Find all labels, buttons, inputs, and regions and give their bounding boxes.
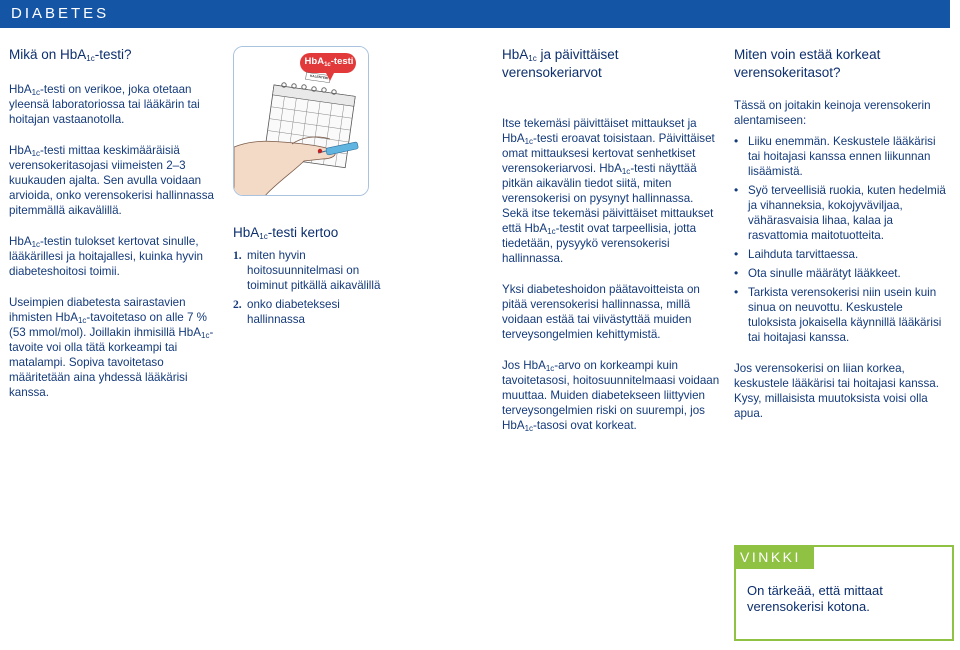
section-heading: Miten voin estää korkeat verensokeritasot?	[734, 47, 881, 80]
paragraph: HbA$_{1c}$-testi mittaa keskimääräisiä verensokeritasojasi viimeisten 2–3 kuukauden ajalta. Sen avulla voidaan arvioida, onko verensokerisi hallinnassa pitemmällä aikavälillä.	[9, 144, 214, 217]
list-item: • Liiku enemmän. Keskustele lääkärisi tai hoitajasi kanssa ennen liikunnan lisäämistä.	[734, 134, 936, 178]
paragraph: Useimpien diabetesta sairastavien ihmisten HbA$_{1c}$-tavoitetaso on alle 7 % (53 mmol/mol). Joillakin ihmisillä HbA$_{1c}$-tavoite voi olla tätä korkeampi tai matalampi. Sopiva tavoitetaso määritetään aina yhdessä lääkärisi kanssa.	[9, 296, 214, 399]
bullet-list	[734, 134, 948, 345]
paragraph: Yksi diabeteshoidon päätavoitteista on pitää verensokerisi hallinnassa, millä voidaan estää tai viivästyttää muiden terveysongelmien kehittymistä.	[502, 283, 700, 341]
column-prevention	[734, 46, 948, 437]
column-test-tells	[233, 224, 393, 331]
paragraph: Jos verensokerisi on liian korkea, keskustele lääkärisi tai hoitajasi kanssa. Kysy, millaisista muutoksista voisi olla apua.	[734, 362, 939, 420]
list-item: • Syö terveellisiä ruokia, kuten hedelmiä ja vihanneksia, kokojyväviljaa, vähärasvaisia lihaa, kalaa ja rasvattomia maitotuotteita.	[734, 183, 946, 242]
column-hba1c-intro	[9, 46, 224, 416]
tip-box	[734, 545, 954, 641]
paragraph: Tässä on joitakin keinoja verensokerin alentamiseen:	[734, 99, 931, 127]
calendar-tag: KALENTERI	[309, 73, 329, 81]
list-item: 2. onko diabeteksesi hallinnassa	[233, 298, 340, 326]
illustration-calendar-finger-test	[233, 46, 369, 196]
column-daily-values	[502, 46, 720, 449]
list-item: • Tarkista verensokerisi niin usein kuin sinua on neuvottu. Keskustele tuloksista jokaisella käynnillä lääkärisi tai hoitajasi kanssa.	[734, 285, 942, 344]
section-heading: HbA$_{1c}$ ja päivittäiset verensokeriarvot	[502, 47, 619, 80]
calendar-syringe-icon	[234, 47, 368, 195]
header-bar	[0, 0, 950, 28]
paragraph: HbA$_{1c}$-testin tulokset kertovat sinulle, lääkärillesi ja hoitajallesi, kuinka hyvin diabeteshoitosi toimii.	[9, 235, 203, 278]
illustration-label: HbA$_{1c}$-testi	[304, 56, 354, 68]
header-title: DIABETES	[11, 5, 110, 22]
paragraph: HbA$_{1c}$-testi on verikoe, joka otetaan yleensä laboratoriossa tai lääkärin tai hoitajan vastaanotolla.	[9, 83, 200, 126]
tip-title: VINKKI	[740, 549, 801, 565]
paragraph: Jos HbA$_{1c}$-arvo on korkeampi kuin tavoitetasosi, hoitosuunnitelmaasi voidaan muuttaa. Muiden diabetekseen liittyvien terveysongelmien riski on suurempi, jos HbA$_{1c}$-tasosi ovat korkeat.	[502, 359, 720, 433]
numbered-list	[233, 248, 393, 327]
section-heading: HbA$_{1c}$-testi kertoo	[233, 225, 339, 241]
paragraph: Itse tekemäsi päivittäiset mittaukset ja HbA$_{1c}$-testi eroavat toisistaan. Päivittäiset omat mittauksesi kertovat senhetkiset verensokeriarvosi. HbA$_{1c}$-testi näyttää pitkän aikavälin tiedot siitä, miten verensokerisi on pysynyt hallinnassa. Sekä itse tekemäsi päivittäiset mittaukset että HbA$_{1c}$-testit ovat tarpeellisia, jotta tiedetään, pysyykö verensokerisi hallinnassa.	[502, 117, 715, 265]
section-heading: Mikä on HbA$_{1c}$-testi?	[9, 47, 132, 63]
list-item: • Ota sinulle määrätyt lääkkeet.	[734, 266, 901, 280]
list-item: 1. miten hyvin hoitosuunnitelmasi on toiminut pitkällä aikavälillä	[233, 249, 381, 292]
list-item: • Laihduta tarvittaessa.	[734, 247, 859, 261]
tip-text: On tärkeää, että mittaat verensokerisi kotona.	[747, 583, 883, 614]
tip-header	[734, 545, 814, 569]
